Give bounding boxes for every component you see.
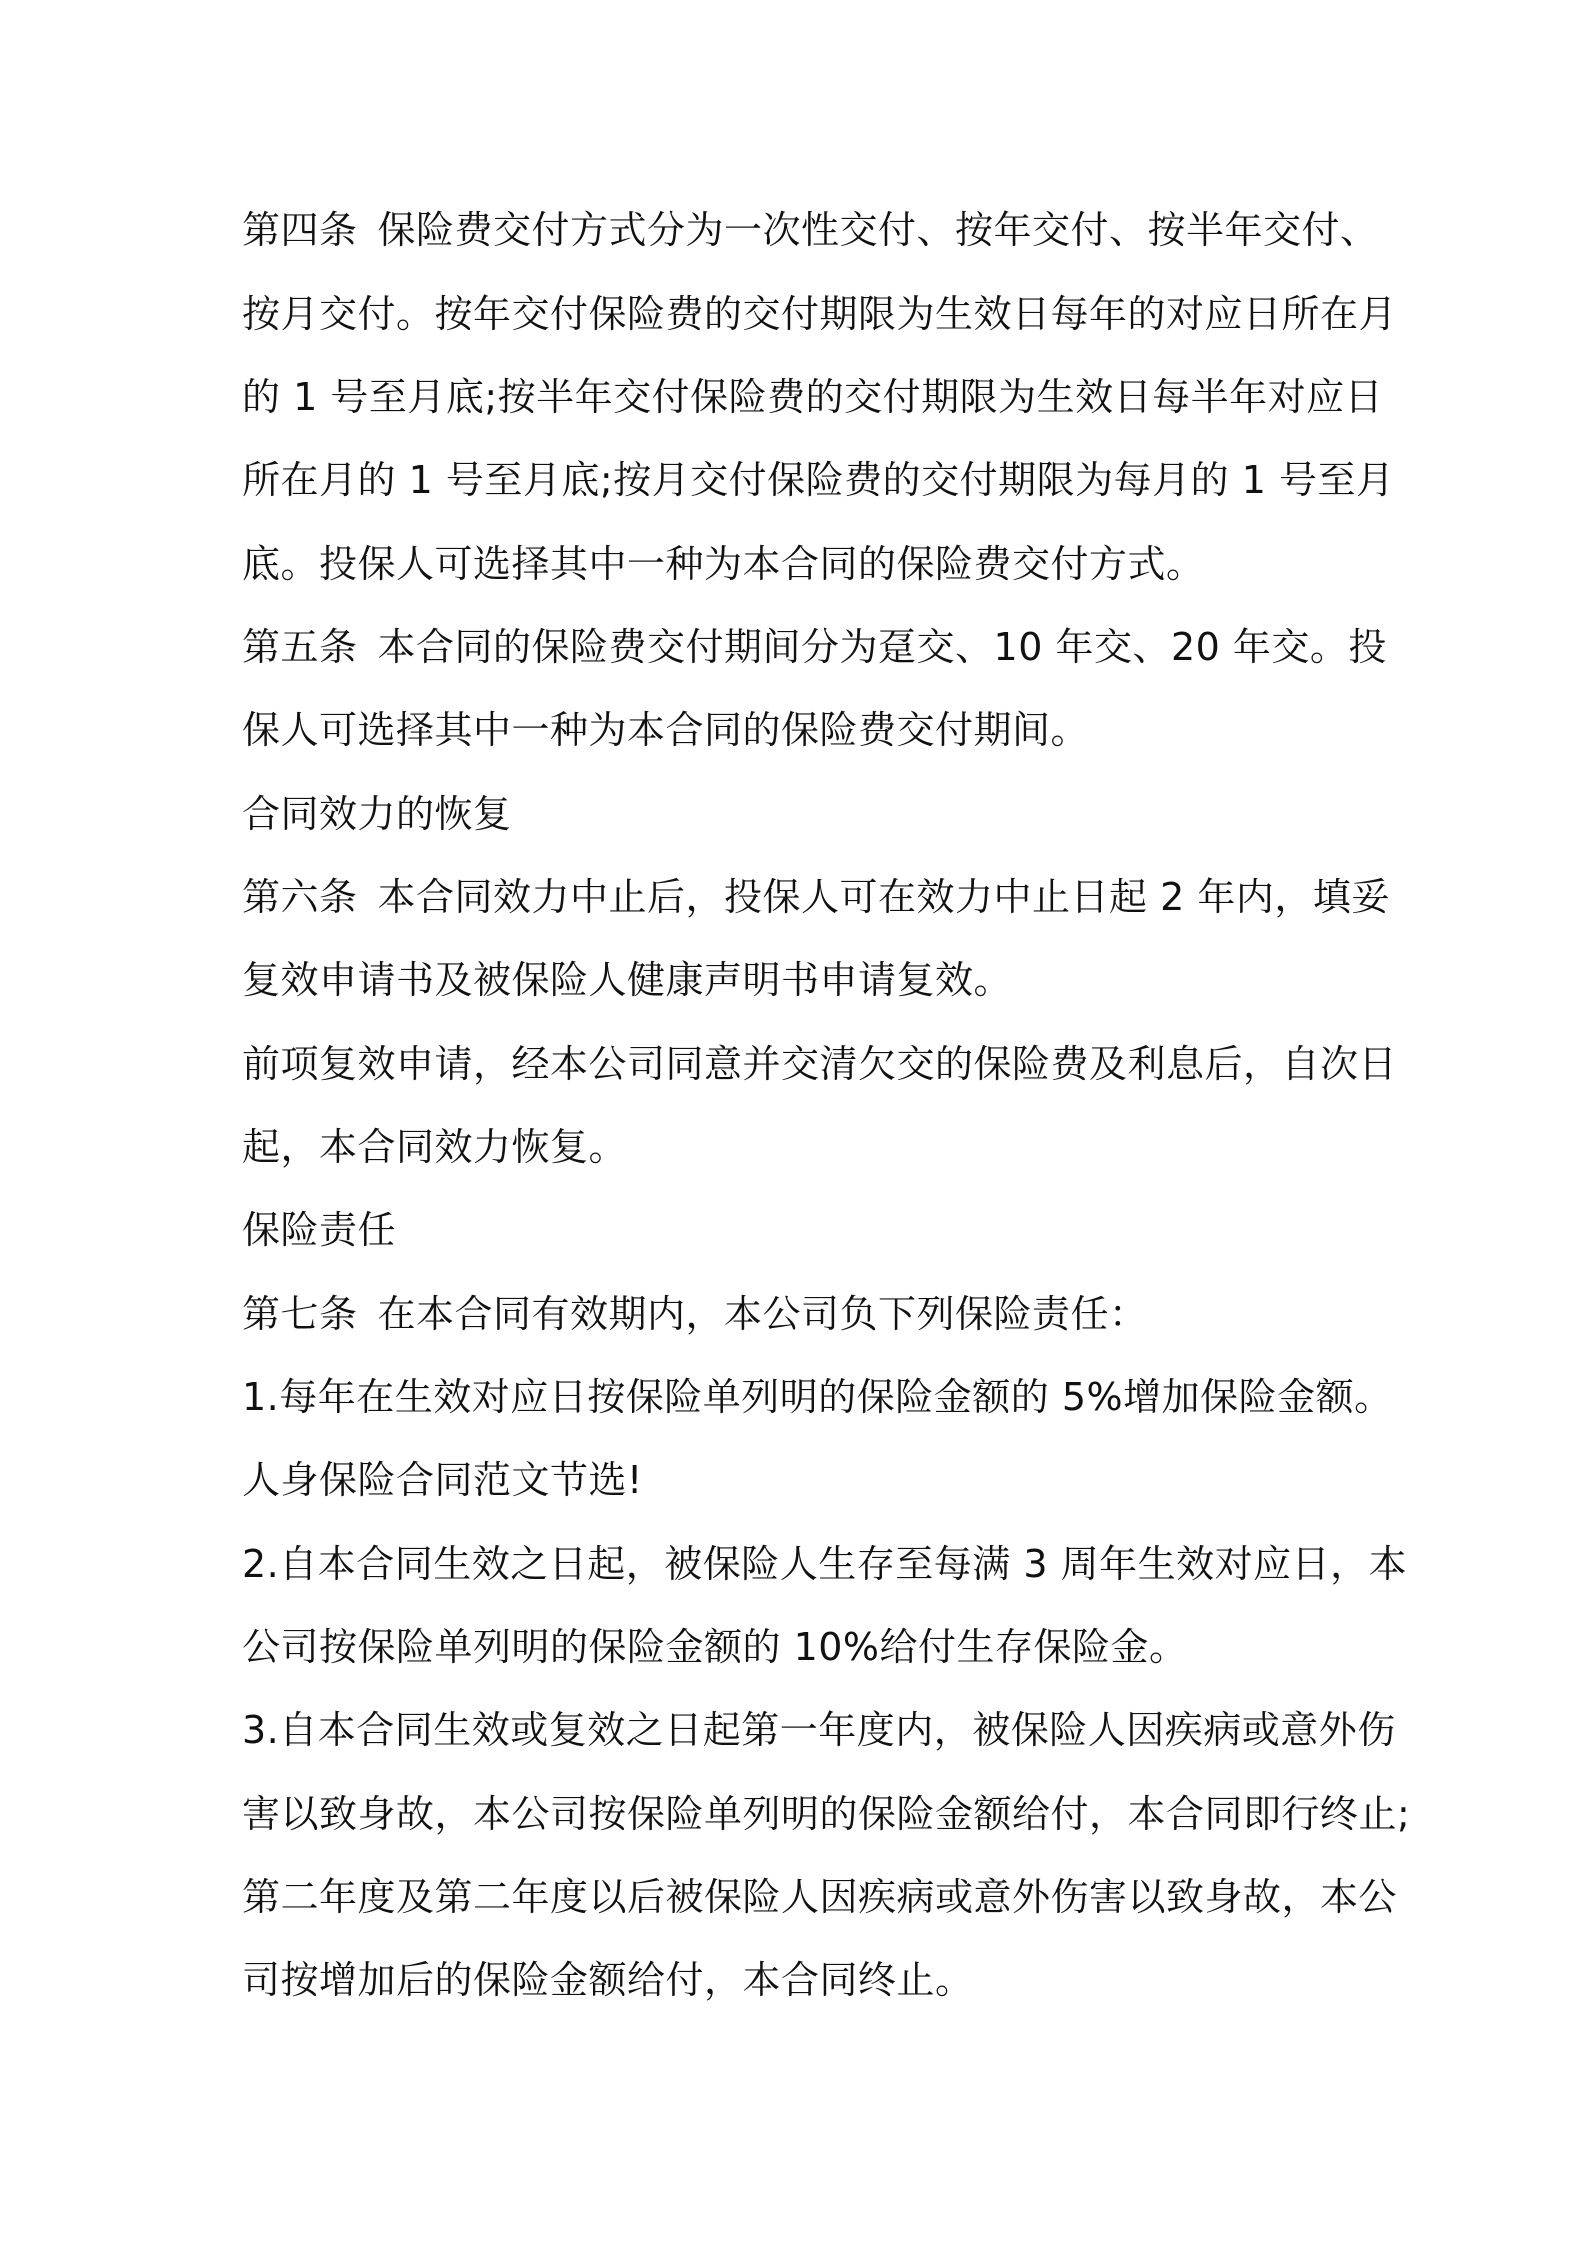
text-line: 人身保险合同范文节选! — [242, 1458, 643, 1502]
article-label: 第五条 — [242, 625, 358, 669]
text-line — [242, 873, 1390, 921]
line-text: 本合同的保险费交付期间分为趸交、10 年交、20 年交。投 — [377, 625, 1387, 669]
section-heading: 保险责任 — [242, 1208, 397, 1252]
text-line: 所在月的 1 号至月底;按月交付保险费的交付期限为每月的 1 号至月 — [242, 458, 1395, 502]
text-line: 害以致身故，本公司按保险单列明的保险金额给付，本合同即行终止; — [242, 1792, 1411, 1836]
text-line: 复效申请书及被保险人健康声明书申请复效。 — [242, 958, 1013, 1002]
article-label: 第七条 — [242, 1292, 358, 1336]
text-line: 保人可选择其中一种为本合同的保险费交付期间。 — [242, 708, 1090, 752]
text-line — [242, 206, 1379, 254]
article-label: 第四条 — [242, 208, 358, 252]
text-line — [242, 623, 1387, 671]
text-line: 公司按保险单列明的保险金额的 10%给付生存保险金。 — [242, 1625, 1188, 1669]
section-heading: 合同效力的恢复 — [242, 792, 512, 836]
text-line: 2.自本合同生效之日起，被保险人生存至每满 3 周年生效对应日，本 — [242, 1542, 1408, 1586]
line-text: 保险费交付方式分为一次性交付、按年交付、按半年交付、 — [377, 208, 1379, 252]
text-line: 3.自本合同生效或复效之日起第一年度内，被保险人因疾病或意外伤 — [242, 1708, 1396, 1752]
text-line: 第二年度及第二年度以后被保险人因疾病或意外伤害以致身故，本公 — [242, 1875, 1398, 1919]
text-line: 司按增加后的保险金额给付，本合同终止。 — [242, 1958, 974, 2002]
text-line — [242, 1290, 1362, 1338]
article-label: 第六条 — [242, 875, 358, 919]
text-line: 起，本合同效力恢复。 — [242, 1125, 628, 1169]
line-text: 本合同效力中止后，投保人可在效力中止日起 2 年内，填妥 — [377, 875, 1390, 919]
line-text: 在本合同有效期内，本公司负下列保险责任： — [377, 1292, 1148, 1336]
text-line: 按月交付。按年交付保险费的交付期限为生效日每年的对应日所在月 — [242, 292, 1398, 336]
text-line: 底。投保人可选择其中一种为本合同的保险费交付方式。 — [242, 542, 1205, 586]
text-line: 1.每年在生效对应日按保险单列明的保险金额的 5%增加保险金额。 — [242, 1375, 1393, 1419]
text-line: 的 1 号至月底;按半年交付保险费的交付期限为生效日每半年对应日 — [242, 375, 1384, 419]
text-line: 前项复效申请，经本公司同意并交清欠交的保险费及利息后，自次日 — [242, 1042, 1398, 1086]
